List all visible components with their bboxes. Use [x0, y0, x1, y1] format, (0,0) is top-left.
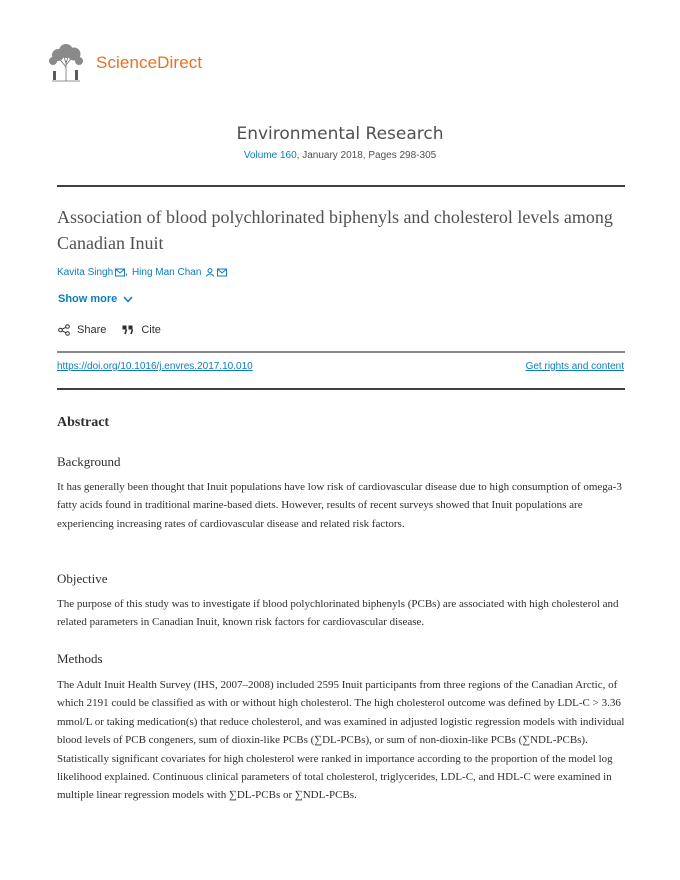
abstract-heading: Abstract — [57, 415, 110, 430]
show-more-button[interactable] — [58, 293, 133, 305]
share-label: Share — [77, 324, 107, 336]
article-title: Association of blood polychlorinated biphenyls and cholesterol levels among Canadian Inuit — [57, 207, 613, 253]
cite-label: Cite — [141, 324, 161, 336]
divider — [57, 388, 625, 390]
issue-date-pages: , January 2018, Pages 298-305 — [296, 150, 437, 161]
volume-link[interactable]: Volume 160 — [243, 150, 297, 161]
author-name[interactable]: Hing Man Chan — [131, 267, 202, 278]
section-heading: Background — [57, 454, 121, 469]
cite-quote-icon — [122, 325, 134, 335]
section-text: It has generally been thought that Inuit populations have low risk of cardiovascular disease due to high consumption of omega-3 fatty acids found in traditional marine-based diets. However, results of recent surveys showed that Inuit populations are experiencing increasing rates of cardiovascular disease and related risk factors. — [57, 481, 622, 530]
divider — [57, 185, 625, 187]
site-header — [44, 42, 202, 84]
author-separator: , — [125, 267, 128, 278]
chevron-down-icon — [123, 296, 133, 303]
section-heading: Methods — [57, 651, 103, 666]
email-icon[interactable] — [115, 268, 125, 277]
journal-info — [0, 124, 680, 161]
journal-title[interactable]: Environmental Research — [236, 124, 444, 144]
email-icon[interactable] — [217, 268, 227, 277]
rights-link[interactable]: Get rights and content — [525, 361, 624, 372]
divider — [57, 351, 625, 353]
share-button[interactable] — [58, 324, 106, 336]
elsevier-tree-logo[interactable] — [44, 43, 88, 83]
section-heading: Objective — [57, 571, 108, 586]
brand-name[interactable]: ScienceDirect — [96, 53, 203, 72]
section-text: The purpose of this study was to investigate if blood polychlorinated biphenyls (PCBs) are associated with high cholesterol and related parameters in Canadian Inuit, known risk factors for cardiovascular disease. — [57, 598, 619, 629]
author-list — [57, 267, 227, 278]
article-actions — [58, 324, 177, 336]
section-text: The Adult Inuit Health Survey (IHS, 2007–2008) included 2595 Inuit participants from three regions of the Canadian Arctic, of which 2191 could be classified as with or without high cholesterol. The high cholesterol outcome was defined by LDL-C > 3.36 mmol/L or taking medication(s) that reduce cholesterol, and was examined in adjusted logistic regression models with individual blood levels of PCB congeners, sum of dioxin-like PCBs (∑DL-PCBs), or sum of non-dioxin-like PCBs (∑NDL-PCBs). Statistically significant covariates for high cholesterol were ranked in importance according to the proportion of the model log likelihood explained. Continuous clinical parameters of total cholesterol, triglycerides, LDL-C, and HDL-C were examined in multiple linear regression models with ∑DL-PCBs or ∑NDL-PCBs. — [57, 679, 625, 802]
show-more-label: Show more — [58, 293, 118, 305]
person-icon[interactable] — [205, 268, 215, 277]
doi-link[interactable]: https://doi.org/10.1016/j.envres.2017.10.010 — [57, 361, 253, 372]
cite-button[interactable] — [122, 324, 161, 336]
share-icon — [58, 324, 70, 336]
journal-meta — [0, 150, 680, 161]
author-name[interactable]: Kavita Singh — [57, 267, 114, 278]
